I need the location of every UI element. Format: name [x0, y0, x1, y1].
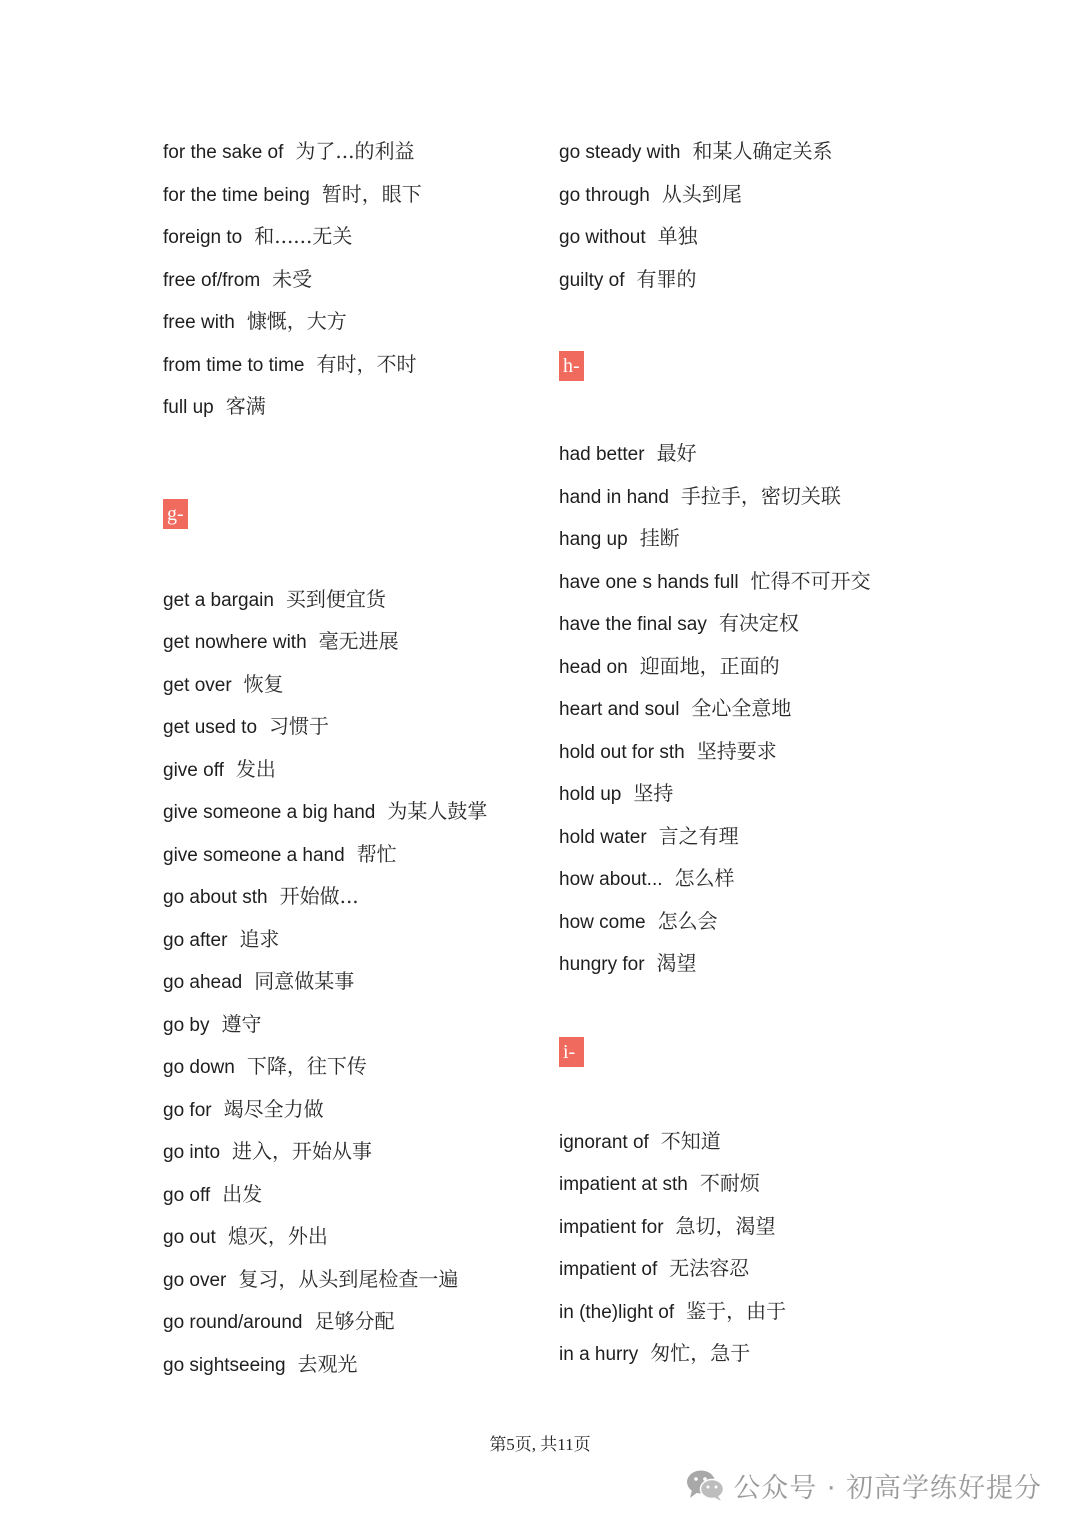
phrase-english: go out: [163, 1227, 216, 1248]
right-h-list: [559, 432, 959, 985]
phrase-chinese: 竭尽全力做: [223, 1096, 324, 1121]
phrase-english: free with: [163, 312, 235, 333]
phrase-english: go without: [559, 227, 646, 248]
phrase-chinese: 毫无进展: [318, 629, 399, 653]
phrase-entry: [163, 705, 553, 748]
phrase-english: for the sake of: [163, 142, 284, 163]
phrase-english: for the time being: [163, 184, 310, 206]
phrase-english: had better: [559, 444, 645, 465]
phrase-entry: [559, 432, 959, 475]
phrase-chinese: 为某人鼓掌: [387, 799, 488, 823]
phrase-chinese: 手拉手，密切关联: [680, 483, 841, 508]
phrase-entry: [163, 130, 553, 173]
phrase-chinese: 迎面地，正面的: [639, 653, 780, 678]
phrase-chinese: 不知道: [660, 1128, 721, 1153]
phrase-entry: [559, 942, 959, 985]
phrase-english: heart and soul: [559, 699, 680, 720]
phrase-english: hand in hand: [559, 486, 669, 508]
phrase-entry: [163, 578, 553, 621]
section-g-header: [163, 450, 553, 578]
phrase-entry: [163, 1003, 553, 1046]
phrase-chinese: 有时，不时: [316, 351, 417, 376]
phrase-english: hang up: [559, 529, 628, 550]
phrase-entry: [163, 1258, 553, 1301]
phrase-chinese: 有罪的: [636, 266, 697, 291]
phrase-english: foreign to: [163, 227, 243, 248]
phrase-english: give off: [163, 759, 224, 781]
phrase-english: impatient for: [559, 1216, 664, 1238]
phrase-entry: [163, 960, 553, 1003]
phrase-entry: [163, 173, 553, 216]
phrase-chinese: 有决定权: [718, 611, 799, 635]
phrase-entry: [163, 300, 553, 343]
phrase-entry: [163, 1343, 553, 1386]
phrase-english: go down: [163, 1057, 235, 1078]
phrase-entry: [559, 560, 959, 603]
phrase-entry: [163, 918, 553, 961]
phrase-english: go into: [163, 1142, 221, 1163]
phrase-english: go after: [163, 929, 228, 951]
phrase-chinese: 复习，从头到尾检查一遍: [238, 1266, 459, 1291]
wechat-icon: [685, 1468, 725, 1502]
phrase-english: go for: [163, 1099, 212, 1121]
phrase-entry: [559, 687, 959, 730]
phrase-entry: [559, 857, 959, 900]
phrase-entry: [163, 1173, 553, 1216]
phrase-english: in (the)light of: [559, 1301, 675, 1323]
right-i-list: [559, 1120, 959, 1375]
phrase-english: hold water: [559, 826, 647, 848]
phrase-entry: [559, 1290, 959, 1333]
phrase-chinese: 急切，渴望: [675, 1213, 776, 1238]
phrase-english: guilty of: [559, 269, 625, 291]
phrase-chinese: 恢复: [243, 671, 284, 696]
phrase-entry: [163, 790, 553, 833]
phrase-chinese: 去观光: [297, 1351, 358, 1376]
phrase-entry: [163, 1088, 553, 1131]
phrase-english: impatient at sth: [559, 1174, 688, 1195]
phrase-chinese: 客满: [225, 394, 266, 418]
phrase-chinese: 买到便宜货: [285, 586, 386, 611]
phrase-english: go by: [163, 1014, 210, 1036]
phrase-entry: [163, 620, 553, 663]
phrase-entry: [559, 900, 959, 943]
phrase-chinese: 全心全意地: [691, 696, 792, 720]
phrase-english: how about...: [559, 869, 663, 890]
left-column: [163, 130, 553, 1385]
phrase-entry: [559, 1205, 959, 1248]
phrase-english: hold up: [559, 784, 622, 805]
phrase-entry: [163, 663, 553, 706]
left-top-list: [163, 130, 553, 428]
phrase-chinese: 和......无关: [254, 224, 353, 248]
phrase-chinese: 匆忙，急于: [650, 1341, 751, 1365]
phrase-entry: [163, 343, 553, 386]
phrase-chinese: 开始做...: [279, 884, 359, 908]
phrase-chinese: 无法容忍: [669, 1256, 750, 1280]
phrase-chinese: 追求: [239, 926, 280, 951]
phrase-entry: [559, 772, 959, 815]
right-top-list: [559, 130, 959, 300]
right-column: [559, 130, 959, 1375]
phrase-english: go ahead: [163, 972, 243, 993]
phrase-english: go steady with: [559, 142, 681, 163]
phrase-chinese: 怎么会: [657, 908, 718, 933]
phrase-english: give someone a big hand: [163, 802, 376, 823]
phrase-english: go sightseeing: [163, 1354, 286, 1376]
phrase-entry: [559, 815, 959, 858]
phrase-chinese: 未受: [272, 266, 313, 291]
phrase-entry: [559, 215, 959, 258]
page-number-footer: 第5页, 共11页: [489, 1435, 591, 1454]
phrase-english: impatient of: [559, 1259, 658, 1280]
phrase-english: hold out for sth: [559, 741, 685, 763]
phrase-entry: [559, 258, 959, 301]
phrase-chinese: 习惯于: [269, 714, 330, 738]
phrase-entry: [559, 1120, 959, 1163]
section-badge-g: g-: [163, 499, 188, 529]
phrase-entry: [163, 385, 553, 428]
phrase-chinese: 足够分配: [314, 1309, 395, 1333]
phrase-chinese: 不耐烦: [699, 1171, 760, 1195]
phrase-chinese: 渴望: [656, 951, 697, 975]
phrase-english: go off: [163, 1184, 211, 1206]
phrase-entry: [559, 602, 959, 645]
section-h-header: [559, 300, 959, 432]
phrase-chinese: 言之有理: [658, 823, 739, 848]
phrase-entry: [559, 475, 959, 518]
phrase-entry: [163, 748, 553, 791]
phrase-chinese: 进入，开始从事: [232, 1139, 373, 1163]
phrase-chinese: 从头到尾: [661, 181, 742, 206]
phrase-chinese: 发出: [235, 756, 276, 781]
phrase-english: have the final say: [559, 614, 707, 635]
phrase-english: free of/from: [163, 269, 261, 291]
phrase-entry: [559, 645, 959, 688]
phrase-english: get over: [163, 674, 232, 696]
phrase-english: go through: [559, 184, 650, 206]
phrase-chinese: 出发: [222, 1181, 263, 1206]
phrase-chinese: 单独: [657, 224, 698, 248]
phrase-chinese: 鉴于，由于: [686, 1298, 787, 1323]
phrase-chinese: 忙得不可开交: [750, 568, 871, 593]
phrase-chinese: 慷慨，大方: [246, 309, 347, 333]
phrase-chinese: 最好: [656, 441, 697, 465]
phrase-entry: [559, 1247, 959, 1290]
phrase-entry: [163, 1215, 553, 1258]
phrase-english: from time to time: [163, 354, 305, 376]
phrase-english: how come: [559, 911, 646, 933]
phrase-chinese: 同意做某事: [254, 969, 355, 993]
phrase-chinese: 暂时，眼下: [321, 181, 422, 206]
phrase-chinese: 遵守: [221, 1011, 262, 1036]
phrase-english: get nowhere with: [163, 632, 307, 653]
phrase-english: give someone a hand: [163, 844, 345, 866]
phrase-english: head on: [559, 656, 628, 678]
phrase-chinese: 和某人确定关系: [692, 139, 833, 163]
phrase-entry: [559, 517, 959, 560]
phrase-entry: [559, 1162, 959, 1205]
section-badge-h: h-: [559, 351, 584, 381]
phrase-chinese: 为了...的利益: [295, 139, 415, 163]
phrase-english: in a hurry: [559, 1344, 639, 1365]
phrase-entry: [163, 833, 553, 876]
phrase-entry: [559, 173, 959, 216]
phrase-english: go over: [163, 1269, 227, 1291]
phrase-entry: [163, 1130, 553, 1173]
phrase-english: go round/around: [163, 1312, 303, 1333]
phrase-english: go about sth: [163, 887, 268, 908]
phrase-chinese: 怎么样: [674, 866, 735, 890]
phrase-entry: [163, 1300, 553, 1343]
section-i-header: [559, 985, 959, 1120]
phrase-english: have one s hands full: [559, 571, 739, 593]
left-g-list: [163, 578, 553, 1386]
phrase-entry: [163, 1045, 553, 1088]
phrase-entry: [559, 730, 959, 773]
phrase-english: full up: [163, 397, 214, 418]
section-badge-i: i-: [559, 1037, 584, 1067]
phrase-entry: [163, 875, 553, 918]
phrase-english: get used to: [163, 717, 258, 738]
phrase-chinese: 熄灭，外出: [227, 1224, 328, 1248]
phrase-chinese: 挂断: [639, 526, 680, 550]
watermark: [685, 1462, 1042, 1508]
phrase-chinese: 坚持: [633, 781, 674, 805]
phrase-english: get a bargain: [163, 589, 274, 611]
phrase-entry: [559, 130, 959, 173]
phrase-entry: [163, 215, 553, 258]
phrase-chinese: 下降，往下传: [246, 1054, 367, 1078]
phrase-entry: [163, 258, 553, 301]
phrase-entry: [559, 1332, 959, 1375]
phrase-chinese: 坚持要求: [696, 738, 777, 763]
watermark-text: 公众号 · 初高学练好提分: [733, 1472, 1042, 1504]
phrase-chinese: 帮忙: [356, 841, 397, 866]
phrase-english: hungry for: [559, 954, 645, 975]
phrase-english: ignorant of: [559, 1131, 649, 1153]
